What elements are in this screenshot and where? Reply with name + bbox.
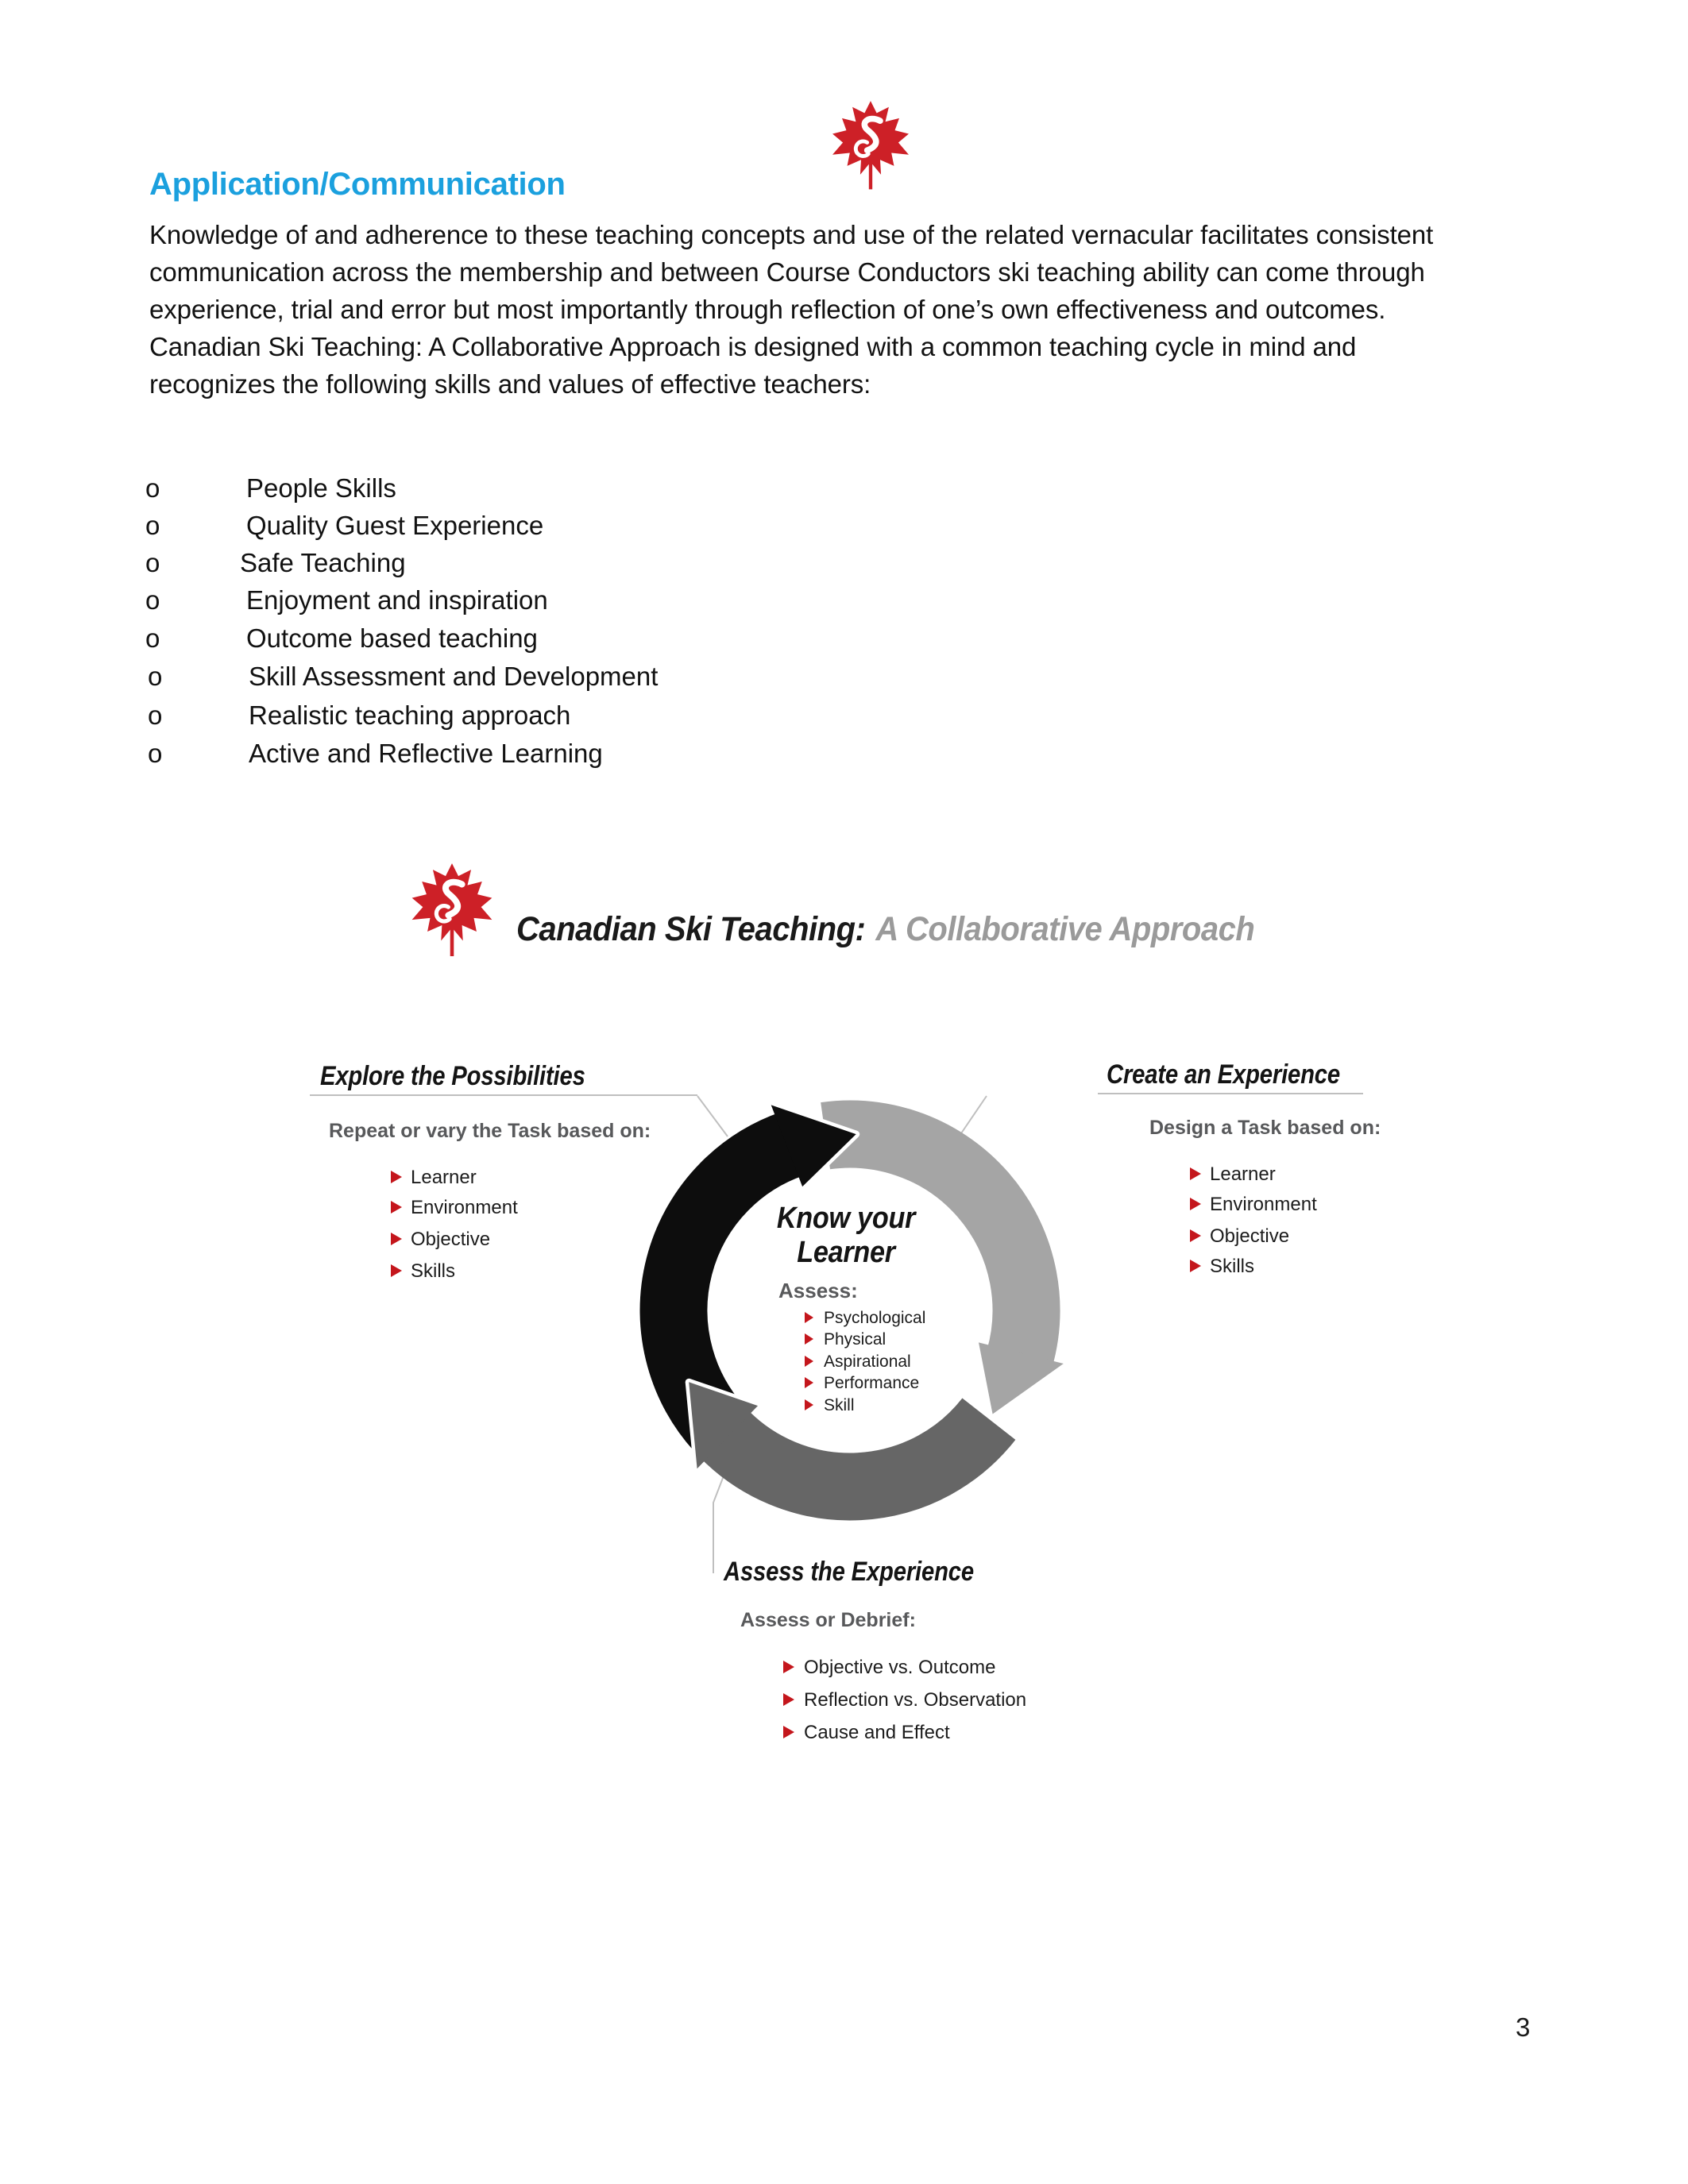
paragraph-line: recognizes the following skills and values of effective teachers:	[149, 369, 871, 399]
list-bullet: o	[145, 473, 160, 503]
list-bullet: o	[148, 662, 163, 691]
bullet-label: Learner	[411, 1167, 477, 1188]
red-arrow-bullet-icon	[783, 1693, 794, 1706]
section-heading-create: Create an Experience	[1107, 1059, 1340, 1090]
paragraph-line: experience, trial and error but most importantly through reflection of one’s own effectiveness and outcomes.	[149, 295, 1386, 324]
list-bullet: o	[148, 739, 163, 768]
list-item-label: People Skills	[246, 473, 396, 503]
bullet-label: Cause and Effect	[804, 1722, 950, 1743]
list-item-label: Skill Assessment and Development	[249, 662, 659, 691]
red-arrow-bullet-icon	[1190, 1198, 1201, 1210]
list-item-label: Realistic teaching approach	[249, 700, 571, 730]
section-subheading-assess: Assess or Debrief:	[740, 1609, 916, 1631]
red-arrow-bullet-icon	[783, 1726, 794, 1738]
center-title-line2: Learner	[797, 1236, 895, 1269]
bullet-label: Performance	[824, 1374, 920, 1392]
red-arrow-bullet-icon	[783, 1661, 794, 1673]
list-bullet: o	[148, 700, 163, 730]
bullet-label: Skills	[411, 1260, 456, 1282]
bullet-label: Objective	[411, 1229, 491, 1250]
red-arrow-bullet-icon	[391, 1233, 402, 1245]
list-bullet: o	[145, 585, 160, 615]
section-subheading-create: Design a Task based on:	[1149, 1117, 1381, 1139]
bullet-label: Skills	[1210, 1256, 1255, 1277]
red-arrow-bullet-icon	[391, 1201, 402, 1214]
brand-title-sub: A Collaborative Approach	[875, 910, 1255, 948]
red-arrow-bullet-icon	[805, 1333, 813, 1345]
bullet-label: Environment	[1210, 1194, 1317, 1215]
list-bullet: o	[145, 623, 160, 653]
section-subheading-explore: Repeat or vary the Task based on:	[329, 1120, 651, 1142]
cycle-arc-dark	[723, 1419, 989, 1487]
section-heading-explore: Explore the Possibilities	[320, 1061, 585, 1091]
list-bullet: o	[145, 511, 160, 540]
bullet-label: Objective	[1210, 1225, 1290, 1247]
bullet-label: Psychological	[824, 1309, 926, 1327]
bullet-label: Environment	[411, 1197, 518, 1218]
red-arrow-bullet-icon	[391, 1171, 402, 1183]
page-title: Application/Communication	[149, 167, 566, 202]
section-heading-assess: Assess the Experience	[724, 1557, 974, 1587]
center-subheading: Assess:	[778, 1279, 858, 1302]
paragraph-line: communication across the membership and between Course Conductors ski teaching ability can come through	[149, 257, 1425, 287]
center-title-line1: Know your	[776, 1202, 916, 1235]
page-number: 3	[1516, 2012, 1531, 2042]
leader-line-create	[960, 1096, 987, 1136]
bullet-label: Physical	[824, 1330, 886, 1349]
red-arrow-bullet-icon	[805, 1399, 813, 1410]
red-arrow-bullet-icon	[1190, 1167, 1201, 1180]
list-item-label: Quality Guest Experience	[246, 511, 544, 540]
red-arrow-bullet-icon	[805, 1356, 813, 1367]
list-item-label: Outcome based teaching	[246, 623, 538, 653]
paragraph-line: Knowledge of and adherence to these teaching concepts and use of the related vernacular facilitates consistent	[149, 220, 1434, 249]
list-item-label: Active and Reflective Learning	[249, 739, 603, 768]
bullet-label: Reflection vs. Observation	[804, 1689, 1027, 1711]
list-item-label: Enjoyment and inspiration	[246, 585, 548, 615]
list-bullet: o	[145, 548, 160, 577]
leader-line-explore	[697, 1096, 728, 1136]
red-arrow-bullet-icon	[1190, 1260, 1201, 1272]
red-arrow-bullet-icon	[391, 1264, 402, 1277]
bullet-label: Aspirational	[824, 1352, 911, 1371]
bullet-label: Learner	[1210, 1163, 1276, 1185]
cycle-center-title	[728, 1202, 964, 1270]
brand-title-main: Canadian Ski Teaching:	[516, 910, 866, 948]
red-arrow-bullet-icon	[805, 1312, 813, 1323]
paragraph-line: Canadian Ski Teaching: A Collaborative Approach is designed with a common teaching cycle in mind and	[149, 332, 1357, 361]
bullet-label: Objective vs. Outcome	[804, 1657, 996, 1678]
list-item-label: Safe Teaching	[240, 548, 406, 577]
red-arrow-bullet-icon	[805, 1377, 813, 1388]
bullet-label: Skill	[824, 1396, 855, 1414]
red-arrow-bullet-icon	[1190, 1229, 1201, 1242]
